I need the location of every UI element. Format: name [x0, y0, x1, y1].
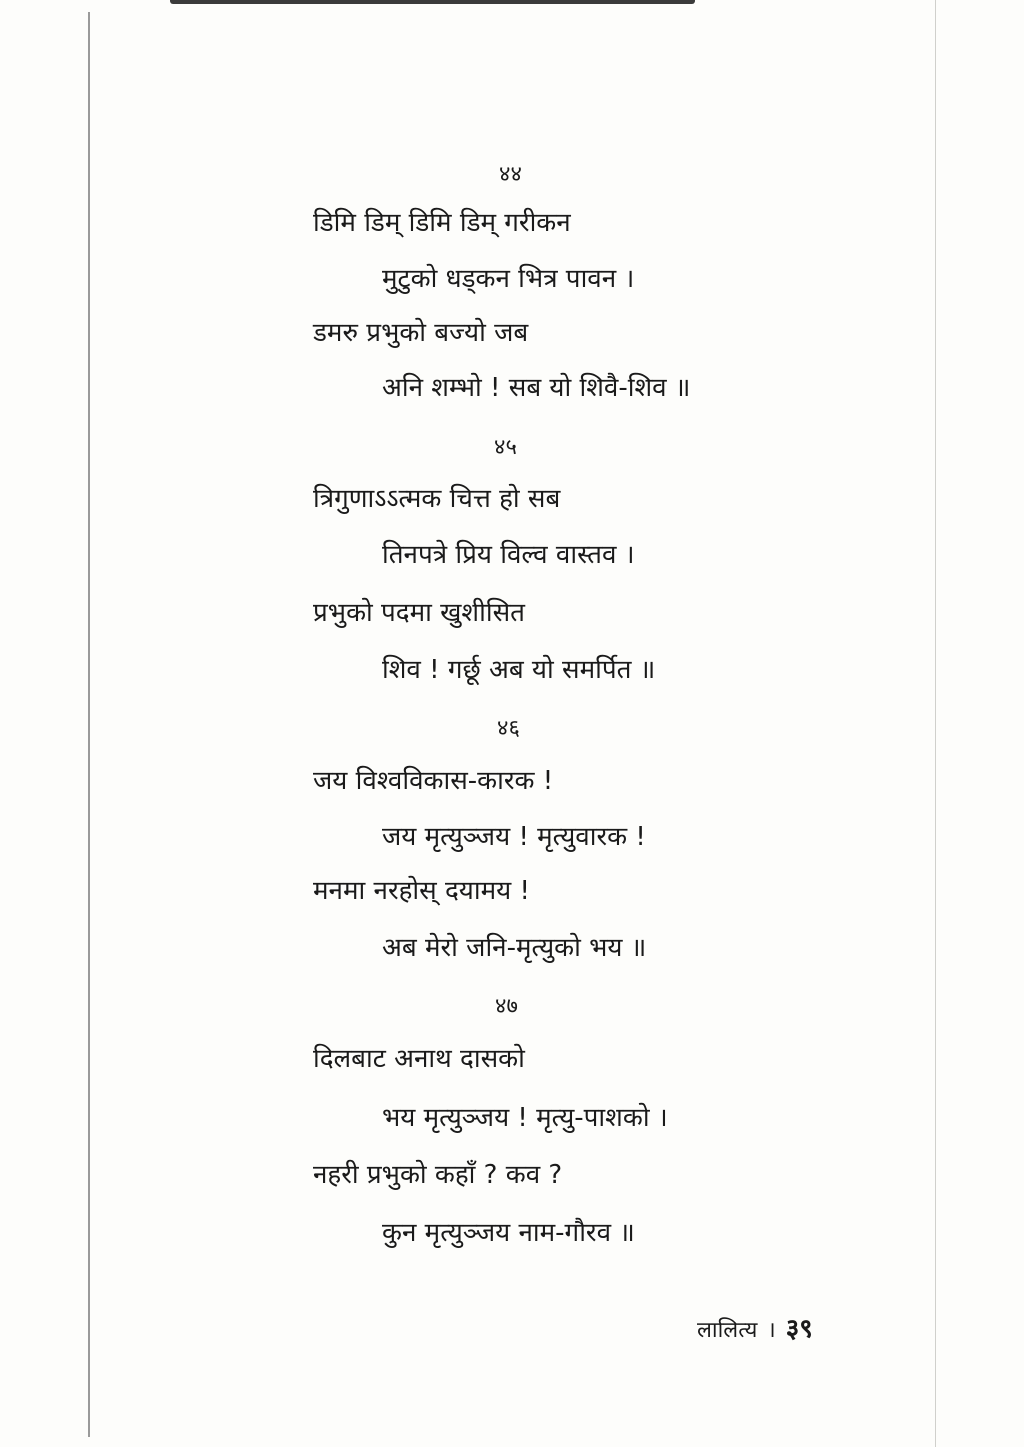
- verse-line: डमरु प्रभुको बज्यो जब: [313, 318, 529, 348]
- verse-number: ४४: [499, 162, 522, 187]
- verse-line: भय मृत्युञ्जय ! मृत्यु-पाशको ।: [382, 1103, 668, 1133]
- verse-line: अब मेरो जनि-मृत्युको भय ॥: [382, 933, 647, 963]
- verse-number: ४६: [497, 716, 520, 741]
- page-number: ३९: [785, 1314, 813, 1344]
- scan-left-edge: [88, 12, 90, 1437]
- verse-line: कुन मृत्युञ्जय नाम-गौरव ॥: [382, 1218, 635, 1248]
- verse-line: शिव ! गर्छू अब यो समर्पित ॥: [382, 655, 656, 685]
- verse-line: जय मृत्युञ्जय ! मृत्युवारक !: [382, 822, 646, 852]
- page-footer: [697, 1316, 813, 1342]
- verse-number: ४५: [494, 435, 517, 460]
- verse-line: नहरी प्रभुको कहाँ ? कव ?: [313, 1160, 563, 1190]
- verse-line: जय विश्वविकास-कारक !: [313, 766, 554, 796]
- verse-line: त्रिगुणाऽऽत्मक चित्त हो सब: [313, 484, 561, 514]
- verse-line: मुटुको धड्कन भित्र पावन ।: [382, 264, 635, 294]
- scan-top-edge: [170, 0, 695, 4]
- footer-separator: ।: [767, 1318, 776, 1343]
- verse-line: दिलबाट अनाथ दासको: [313, 1044, 525, 1074]
- book-title: लालित्य: [697, 1318, 758, 1343]
- scan-right-edge: [935, 0, 936, 1447]
- verse-line: तिनपत्रे प्रिय विल्व वास्तव ।: [382, 540, 635, 570]
- verse-line: डिमि डिम् डिमि डिम् गरीकन: [313, 208, 571, 238]
- verse-line: मनमा नरहोस् दयामय !: [313, 876, 530, 906]
- verse-line: प्रभुको पदमा खुशीसित: [313, 598, 525, 628]
- verse-number: ४७: [495, 994, 518, 1019]
- verse-line: अनि शम्भो ! सब यो शिवै-शिव ॥: [382, 373, 691, 403]
